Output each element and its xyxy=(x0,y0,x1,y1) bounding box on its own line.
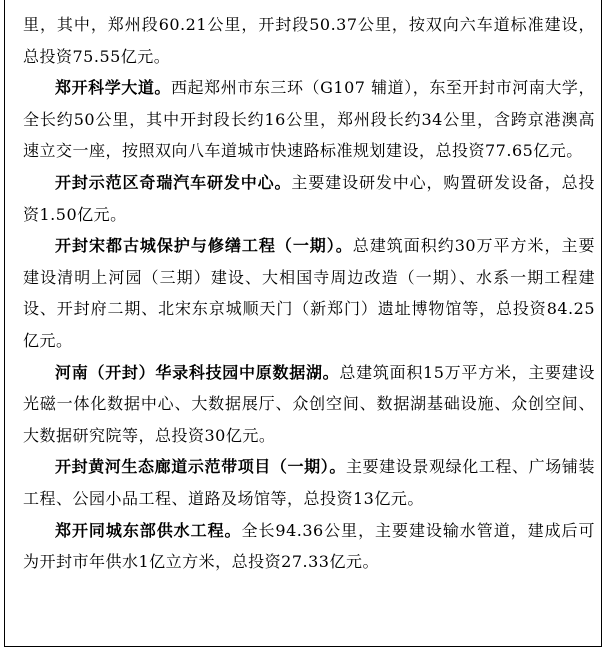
paragraph-body: 主要建设景观绿化工程、广场铺装工程、公园小品工程、道路及场馆等，总投资13亿元。 xyxy=(23,457,595,508)
paragraph-title: 郑开同城东部供水工程。 xyxy=(55,520,242,540)
paragraph-east-water-supply xyxy=(23,515,595,578)
paragraph-body: 总建筑面积15万平方米，主要建设光磁一体化数据中心、大数据展厅、众创空间、数据湖基础设施、众创空间、大数据研究院等，总投资30亿元。 xyxy=(23,362,595,445)
document-frame xyxy=(4,0,602,647)
paragraph-yellow-river-corridor xyxy=(23,451,595,514)
paragraph-zhengkai-science-avenue xyxy=(23,72,595,167)
paragraph-body: 总建筑面积约30万平方米，主要建设清明上河园（三期）建设、大相国寺周边改造（一期）、水系一期工程建设、开封府二期、北宋东京城顺天门（新郑门）遗址博物馆等，总投资84.25亿元。 xyxy=(23,236,595,350)
paragraph-continuation xyxy=(23,9,595,72)
paragraph-title: 河南（开封）华录科技园中原数据湖。 xyxy=(55,362,340,382)
paragraph-body: 西起郑州市东三环（G107 辅道），东至开封市河南大学，全长约50公里，其中开封段长约16公里，郑州段长约34公里，含跨京港澳高速立交一座，按照双向八车道城市快速路标准规划建设，总投资77.65亿元。 xyxy=(23,78,595,161)
paragraph-title: 开封示范区奇瑞汽车研发中心。 xyxy=(55,172,292,192)
paragraph-title: 郑开科学大道。 xyxy=(55,78,171,98)
paragraph-title: 开封黄河生态廊道示范带项目（一期）。 xyxy=(55,457,346,477)
paragraph-hualu-data-lake xyxy=(23,357,595,452)
paragraph-chery-rd-center xyxy=(23,167,595,230)
paragraph-body: 里，其中，郑州段60.21公里，开封段50.37公里，按双向六车道标准建设，总投资75.55亿元。 xyxy=(23,15,595,66)
paragraph-body: 全长94.36公里，主要建设输水管道，建成后可为开封市年供水1亿立方米，总投资27.33亿元。 xyxy=(23,520,595,572)
document-text xyxy=(23,9,595,578)
paragraph-songdu-ancient-city xyxy=(23,230,595,356)
paragraph-title: 开封宋都古城保护与修缮工程（一期）。 xyxy=(55,236,353,256)
paragraph-body: 主要建设研发中心，购置研发设备，总投资1.50亿元。 xyxy=(23,172,595,224)
